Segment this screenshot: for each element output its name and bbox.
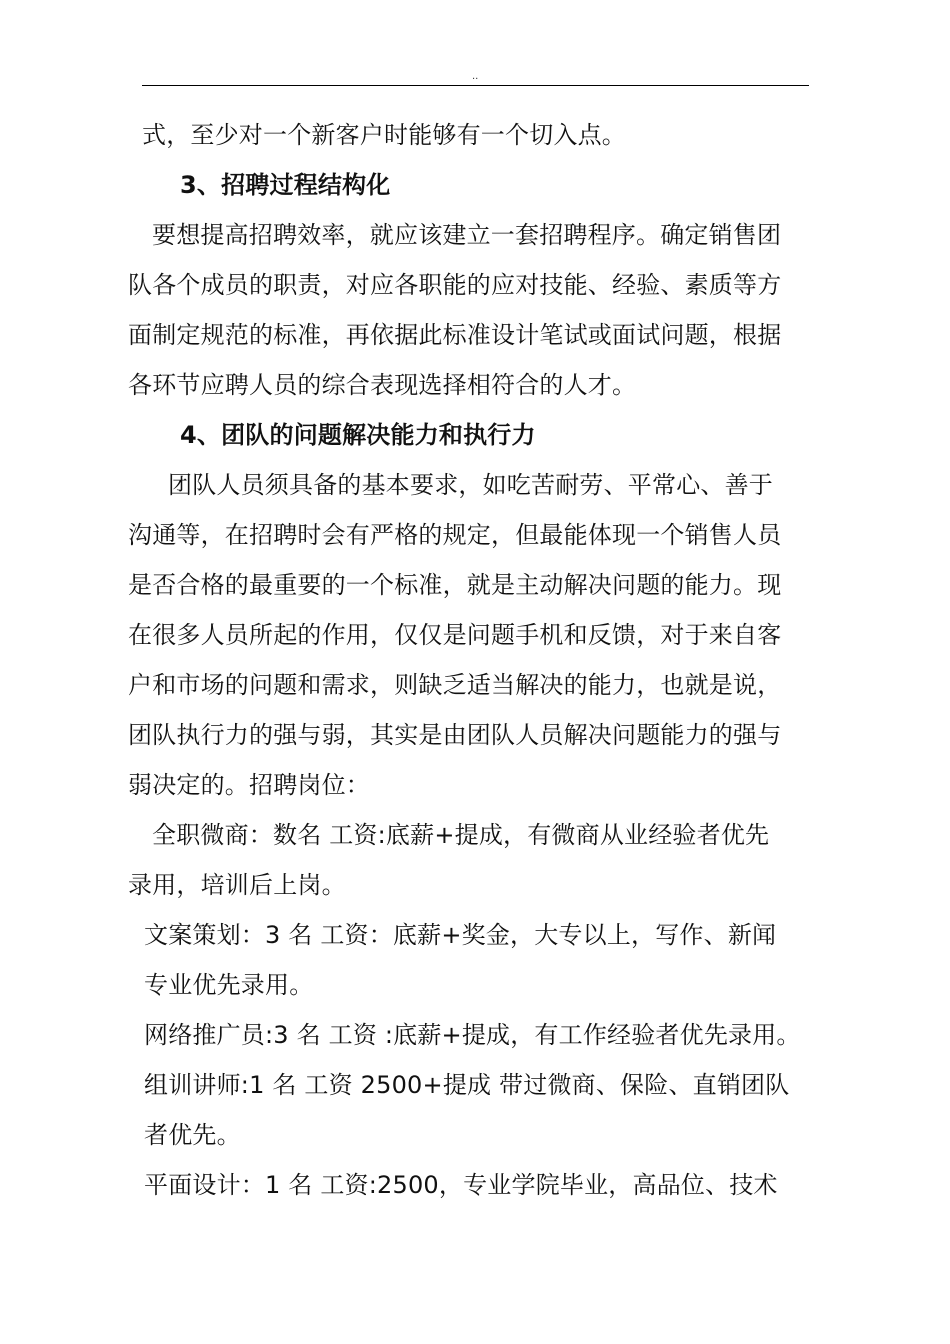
header-rule [142, 85, 809, 86]
job-posting-line: 文案策划：3 名 工资：底薪+奖金，大专以上，写作、新闻 [144, 921, 777, 949]
job-posting-line: 全职微商：数名 工资:底薪+提成，有微商从业经验者优先 [152, 821, 770, 849]
section-heading: 3、招聘过程结构化 [180, 171, 391, 199]
paragraph-line: 户和市场的问题和需求，则缺乏适当解决的能力，也就是说， [128, 671, 782, 699]
header-mark: .. [472, 71, 479, 82]
paragraph-line: 各环节应聘人员的综合表现选择相符合的人才。 [128, 371, 637, 399]
job-posting-line: 网络推广员:3 名 工资 :底薪+提成，有工作经验者优先录用。 [144, 1021, 801, 1049]
paragraph-line: 队各个成员的职责，对应各职能的应对技能、经验、素质等方 [128, 271, 782, 299]
job-posting-line: 者优先。 [144, 1121, 241, 1149]
job-posting-line: 专业优先录用。 [144, 971, 314, 999]
section-heading: 4、团队的问题解决能力和执行力 [180, 421, 536, 449]
paragraph-line: 是否合格的最重要的一个标准，就是主动解决问题的能力。现 [128, 571, 782, 599]
paragraph-line: 面制定规范的标准，再依据此标准设计笔试或面试问题，根据 [128, 321, 782, 349]
job-posting-line: 录用，培训后上岗。 [128, 871, 346, 899]
paragraph-line: 沟通等，在招聘时会有严格的规定，但最能体现一个销售人员 [128, 521, 782, 549]
document-body [128, 110, 812, 1210]
paragraph-line: 团队人员须具备的基本要求，如吃苦耐劳、平常心、善于 [168, 471, 773, 499]
paragraph-line: 式，至少对一个新客户时能够有一个切入点。 [142, 121, 626, 149]
paragraph-line: 弱决定的。招聘岗位： [128, 771, 370, 799]
paragraph-line: 要想提高招聘效率，就应该建立一套招聘程序。确定销售团 [152, 221, 782, 249]
job-posting-line: 平面设计：1 名 工资:2500，专业学院毕业，高品位、技术 [144, 1171, 778, 1199]
job-posting-line: 组训讲师:1 名 工资 2500+提成 带过微商、保险、直销团队 [144, 1071, 790, 1099]
paragraph-line: 团队执行力的强与弱，其实是由团队人员解决问题能力的强与 [128, 721, 782, 749]
paragraph-line: 在很多人员所起的作用，仅仅是问题手机和反馈，对于来自客 [128, 621, 782, 649]
